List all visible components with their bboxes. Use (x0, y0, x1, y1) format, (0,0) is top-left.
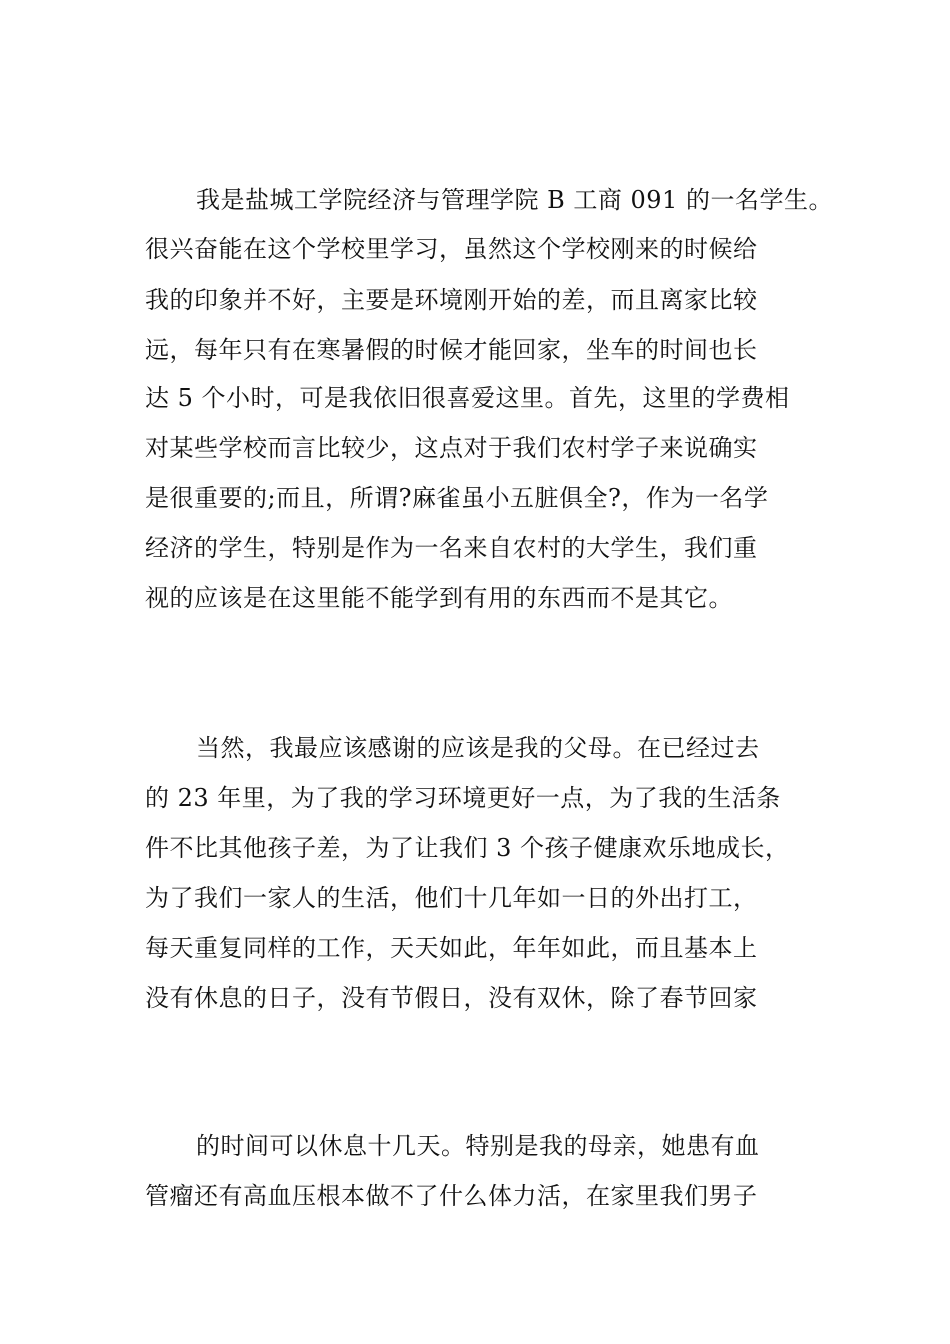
text-line: 经济的学生，特别是作为一名来自农村的大学生，我们重 (145, 534, 758, 562)
text-line: 我的印象并不好，主要是环境刚开始的差，而且离家比较 (145, 286, 758, 314)
text-line: 件不比其他孩子差，为了让我们 3 个孩子健康欢乐地成长， (145, 834, 790, 862)
text-line: 很兴奋能在这个学校里学习，虽然这个学校刚来的时候给 (145, 235, 758, 263)
text-line: 远，每年只有在寒暑假的时候才能回家，坐车的时间也长 (145, 336, 758, 364)
text-line: 每天重复同样的工作，天天如此，年年如此，而且基本上 (145, 934, 758, 962)
text-line: 的时间可以休息十几天。特别是我的母亲，她患有血 (196, 1132, 760, 1160)
text-line: 视的应该是在这里能不能学到有用的东西而不是其它。 (145, 584, 733, 612)
text-line: 当然，我最应该感谢的应该是我的父母。在已经过去 (196, 734, 760, 762)
text-line: 对某些学校而言比较少，这点对于我们农村学子来说确实 (145, 434, 758, 462)
text-line: 的 23 年里，为了我的学习环境更好一点，为了我的生活条 (145, 784, 781, 812)
text-line: 是很重要的;而且，所谓?麻雀虽小五脏俱全?，作为一名学 (145, 484, 769, 512)
text-line: 没有休息的日子，没有节假日，没有双休，除了春节回家 (145, 984, 758, 1012)
text-line: 为了我们一家人的生活，他们十几年如一日的外出打工， (145, 884, 758, 912)
text-line: 达 5 个小时，可是我依旧很喜爱这里。首先，这里的学费相 (145, 384, 790, 412)
text-line: 我是盐城工学院经济与管理学院 B 工商 091 的一名学生。 (196, 186, 833, 214)
text-line: 管瘤还有高血压根本做不了什么体力活，在家里我们男子 (145, 1182, 758, 1210)
